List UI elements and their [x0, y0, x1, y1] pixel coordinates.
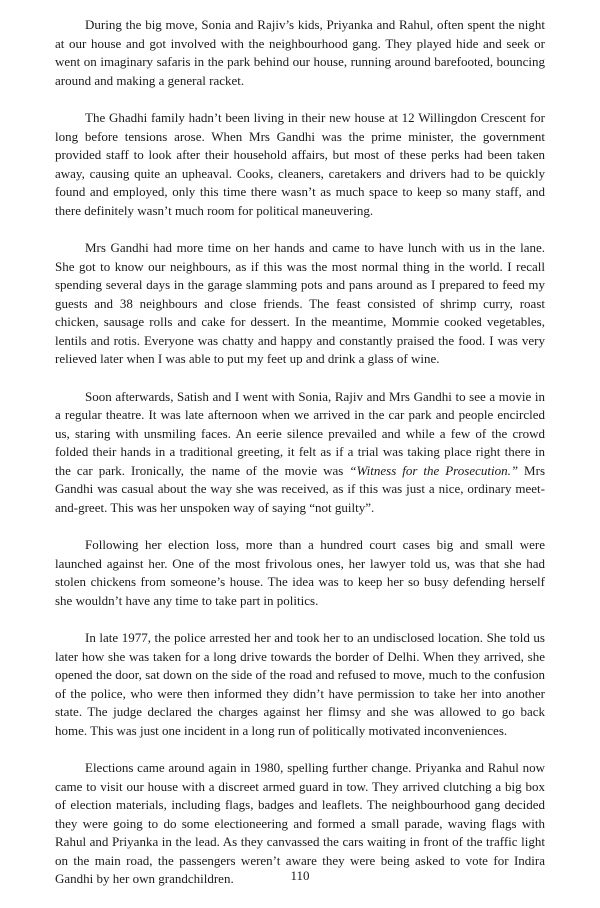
paragraph-7: Elections came around again in 1980, spelling further change. Priyanka and Rahul now came to visit our house with a discreet armed guard in tow. They arrived clutching a big box of election materials, including flags, badges and leaflets. The neighbourhood gang decided they were going to do some electioneering and formed a small parade, waving flags with Rahul and Priyanka in the lead. As they canvassed the cars waiting in front of the traffic light on the main road, the passengers weren’t aware they were being asked to vote for Indira Gandhi by her own grandchildren. [55, 760, 545, 886]
paragraph-5: Following her election loss, more than a hundred court cases big and small were launched against her. One of the most frivolous ones, her lawyer told us, was that she had stolen chickens from someone’s house. The idea was to keep her so busy defending herself she wouldn’t have any time to take part in politics. [55, 537, 545, 608]
paragraph-4 [55, 388, 545, 518]
paragraph-4-text-after: Mrs Gandhi was casual about the way she was received, as if this was just a nice, ordinary meet-and-greet. This was her unspoken way of saying “not guilty”. [55, 462, 546, 515]
paragraph-1: During the big move, Sonia and Rajiv’s kids, Priyanka and Rahul, often spent the night at our house and got involved with the neighbourhood gang. They played hide and seek or went on imaginary safaris in the park behind our house, running around barefooted, bouncing around and making a general racket. [55, 17, 545, 88]
body-text [55, 16, 545, 908]
movie-title: “Witness for the Prosecution.” [349, 462, 519, 478]
paragraph-4-text-before: Soon afterwards, Satish and I went with Sonia, Rajiv and Mrs Gandhi to see a movie in a regular theatre. It was late afternoon when we arrived in the car park and people encircled us, staring with unsmiling faces. An eerie silence prevailed and while a few of the crowd folded their hands in a traditional greeting, it felt as if a trial was taking place right there in the car park. Ironically, the name of the movie was [55, 388, 545, 478]
paragraph-6: In late 1977, the police arrested her and took her to an undisclosed location. She told us later how she was taken for a long drive towards the border of Delhi. When they arrived, she opened the door, sat down on the side of the road and refused to move, much to the confusion of the police, who were then informed they didn’t have permission to take her into another state. The judge declared the charges against her flimsy and she was allowed to go back home. This was just one incident in a long run of politically motivated inconveniences. [55, 630, 545, 738]
page-number: 110 [290, 868, 310, 883]
paragraph-3: Mrs Gandhi had more time on her hands and came to have lunch with us in the lane. She got to know our neighbours, as if this was the most normal thing in the world. I recall spending several days in the garage slamming pots and pans around as I prepared to feed my guests and 38 neighbours and close friends. The feast consisted of shrimp curry, roast chicken, sausage rolls and cake for dessert. In the meantime, Mommie cooked vegetables, lentils and rotis. Everyone was chatty and happy and constantly praised the food. I was very relieved later when I was able to put my feet up and drink a glass of wine. [55, 240, 545, 366]
paragraph-2: The Ghadhi family hadn’t been living in their new house at 12 Willingdon Crescent for long before tensions arose. When Mrs Gandhi was the prime minister, the government provided staff to look after their household affairs, but most of these perks had been taken away, causing quite an upheaval. Cooks, cleaners, caretakers and drivers had to be quickly found and employed, only this time there wasn’t as much space to keep so many staff, and there definitely wasn’t much room for political maneuvering. [55, 110, 545, 218]
